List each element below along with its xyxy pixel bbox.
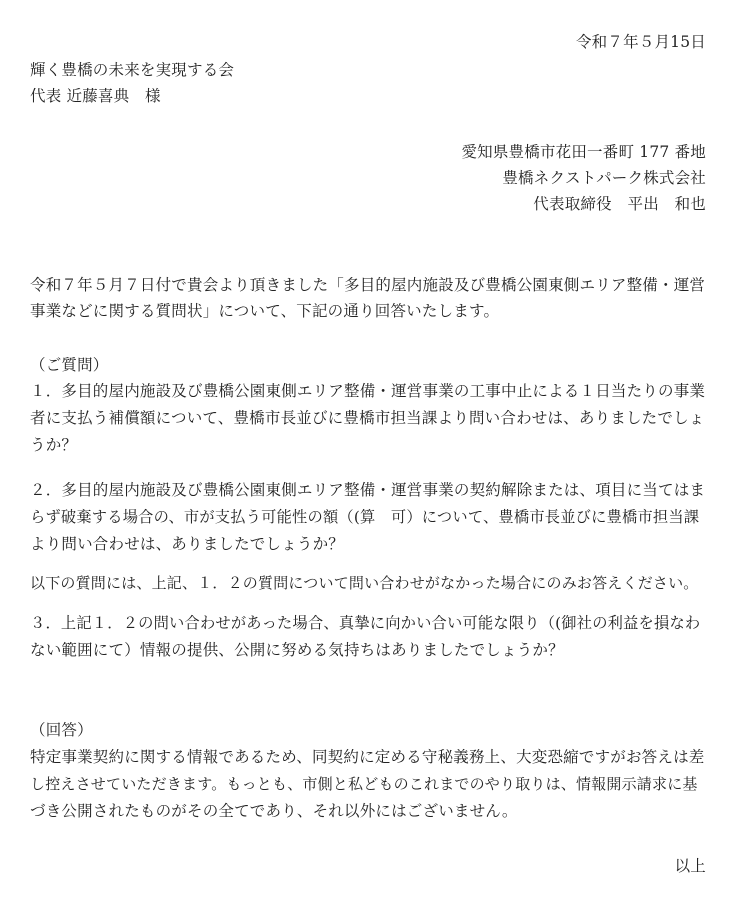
sender-representative: 代表取締役 平出 和也 [533,195,706,213]
intro-line: 令和７年５月７日付で貴会より頂きました「多目的屋内施設及び豊橋公園東側エリア整備・運営 [30,276,706,294]
condition-note: 以下の質問には、上記、１．２の質問について問い合わせがなかった場合にのみお答えください。 [30,574,699,592]
question-line: １．多目的屋内施設及び豊橋公園東側エリア整備・運営事業の工事中止による１日当たりの事業 [30,382,706,400]
answer-line: 特定事業契約に関する情報であるため、同契約に定める守秘義務上、大変恐縮ですがお答えは差 [30,748,705,766]
answer-heading: （回答） [30,721,93,739]
recipient-representative: 代表 近藤喜典 様 [30,87,161,105]
question-line: ２．多目的屋内施設及び豊橋公園東側エリア整備・運営事業の契約解除または、項目に当てはま [30,481,706,499]
question-line: ない範囲にて）情報の提供、公開に努める気持ちはありましたでしょうか？ [30,641,564,659]
question-line: らず破棄する場合の、市が支払う可能性の額（(算 可）について、豊橋市長並びに豊橋市担当課 [30,508,700,526]
sender-address: 愛知県豊橋市花田一番町 177 番地 [461,143,706,161]
questions-heading: （ご質問） [30,356,109,374]
answer-line: づき公開されたものがその全てであり、それ以外にはございません。 [30,802,518,820]
sender-company: 豊橋ネクストパーク株式会社 [502,169,706,187]
question-line: より問い合わせは、ありましたでしょうか？ [30,535,345,553]
question-line: うか？ [30,436,78,454]
question-line: 者に支払う補償額について、豊橋市長並びに豊橋市担当課より問い合わせは、ありましたでしょ [30,409,705,427]
intro-line: 事業などに関する質問状」について、下記の通り回答いたします。 [30,302,500,320]
closing-mark: 以上 [674,857,706,875]
answer-line: し控えさせていただきます。もっとも、市側と私どものこれまでのやり取りは、情報開示請求に基 [30,775,698,793]
recipient-organization: 輝く豊橋の未来を実現する会 [30,61,235,79]
letter-date: 令和７年５月15日 [575,33,706,51]
question-line: ３．上記１．２の問い合わせがあった場合、真摯に向かい合い可能な限り（(御社の利益を損なわ [30,614,701,632]
